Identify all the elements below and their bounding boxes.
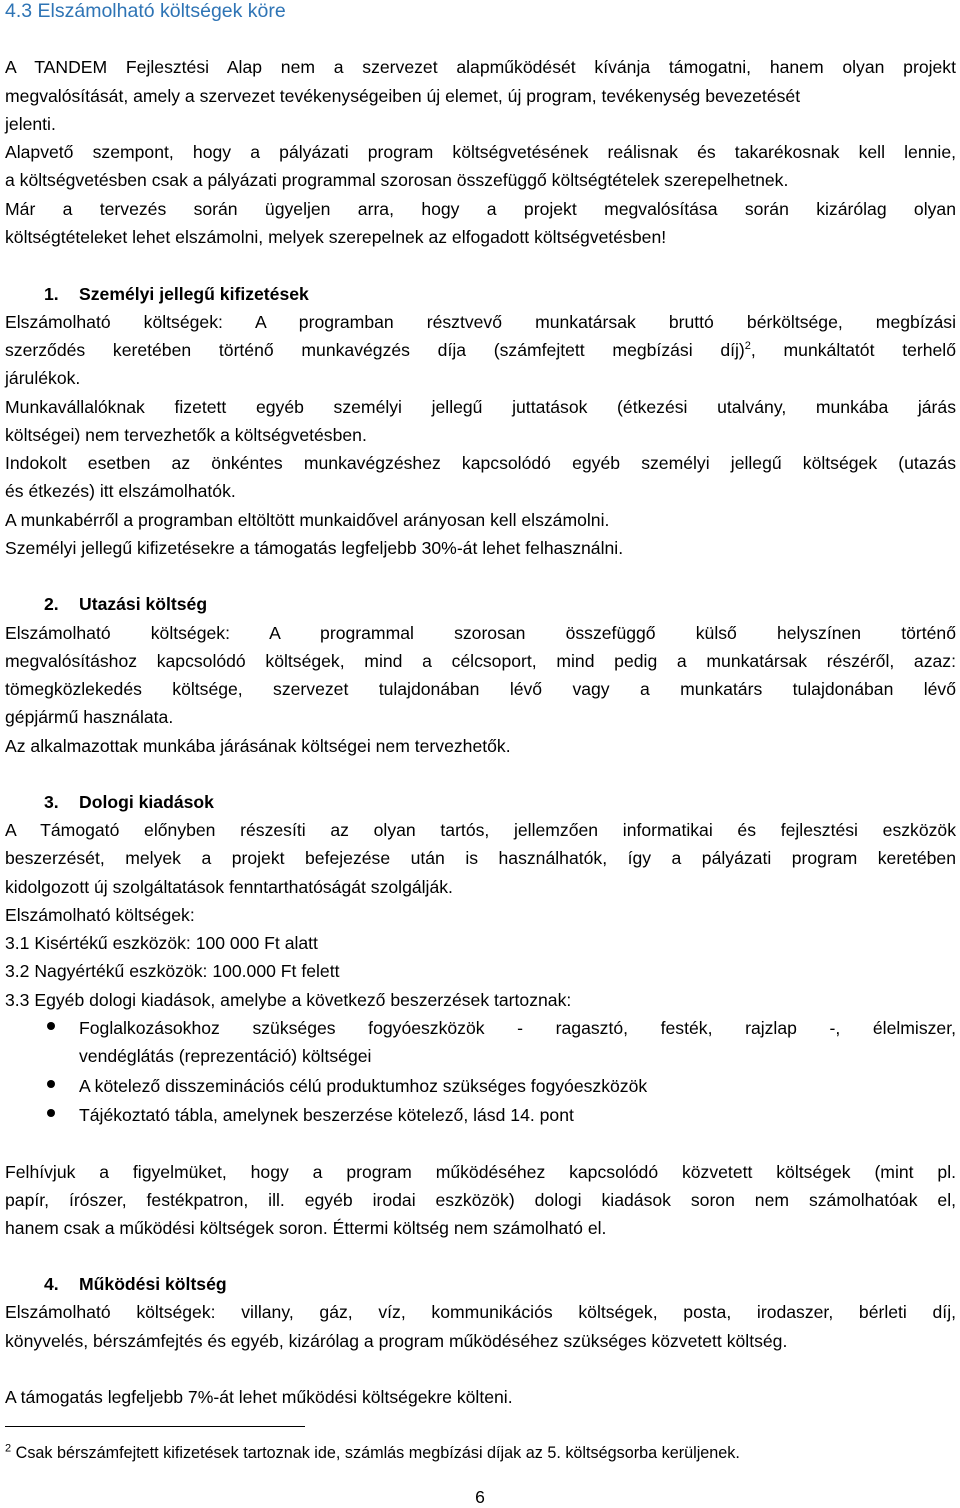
note-line: hanem csak a működési költségek soron. Éttermi költség nem számolható el. xyxy=(5,1218,607,1238)
paragraph-line: 3.3 Egyéb dologi kiadások, amelybe a következő beszerzések tartoznak: xyxy=(5,990,572,1010)
section-title-operating: Működési költség xyxy=(79,1274,227,1294)
paragraph-line: járulékok. xyxy=(5,368,81,388)
paragraph-line: Elszámolható költségek: A programban résztvevő munkatársak bruttó bérköltsége, megbízási xyxy=(5,312,956,332)
paragraph-line: Elszámolható költségek: villany, gáz, víz, kommunikációs költségek, posta, irodaszer, bérleti díj, xyxy=(5,1302,956,1322)
paragraph-line: Elszámolható költségek: xyxy=(5,905,195,925)
section-number: 4. xyxy=(44,1274,59,1294)
intro-line: A TANDEM Fejlesztési Alap nem a szervezet alapműködését kívánja támogatni, hanem olyan projekt xyxy=(5,57,956,77)
paragraph-line: gépjármű használata. xyxy=(5,707,174,727)
bullet-icon xyxy=(47,1080,55,1088)
page-number: 6 xyxy=(475,1487,485,1507)
line-text: szerződés keretében történő munkavégzés díja (számfejtett megbízási díj) xyxy=(5,340,745,360)
footnote-text: Csak bérszámfejtett kifizetések tartoznak ide, számlás megbízási díjak az 5. költségsorba kerüljenek. xyxy=(11,1444,740,1462)
paragraph-line: A támogatás legfeljebb 7%-át lehet működési költségekre költeni. xyxy=(5,1387,513,1407)
paragraph-line: beszerzését, melyek a projekt befejezése után is használhatók, így a pályázati program keretében xyxy=(5,848,956,868)
footnote-separator xyxy=(5,1426,305,1427)
paragraph-line: könyvelés, bérszámfejtés és egyéb, kizárólag a program működéséhez szükséges közvetett költség. xyxy=(5,1331,788,1351)
intro-line: megvalósítását, amely a szervezet tevékenységeiben új elemet, új program, tevékenység bevezetését xyxy=(5,86,801,106)
paragraph-line: kidolgozott új szolgáltatások fenntarthatóságát szolgálják. xyxy=(5,877,453,897)
intro-line: a költségvetésben csak a pályázati programmal szorosan összefüggő költségtételek szerepelhetnek. xyxy=(5,170,789,190)
paragraph-line: Munkavállalóknak fizetett egyéb személyi jellegű juttatások (étkezési utalvány, munkába járás xyxy=(5,397,956,417)
footnote-ref: 2 xyxy=(744,340,751,353)
section-number: 2. xyxy=(44,594,59,614)
paragraph-line: megvalósításhoz kapcsolódó költségek, mind a célcsoport, mind pedig a munkatársak részéről, azaz: xyxy=(5,651,956,671)
bullet-item: A kötelező disszeminációs célú produktumhoz szükséges fogyóeszközök xyxy=(79,1076,648,1096)
paragraph-line: költségei) nem tervezhetők a költségvetésben. xyxy=(5,425,367,445)
intro-line: jelenti. xyxy=(5,114,56,134)
footnote xyxy=(5,1442,740,1464)
paragraph-line: tömegközlekedés költsége, szervezet tulajdonában lévő vagy a munkatárs tulajdonában lévő xyxy=(5,679,956,699)
paragraph-line: 3.1 Kisértékű eszközök: 100 000 Ft alatt xyxy=(5,933,318,953)
section-number: 3. xyxy=(44,792,59,812)
paragraph-line: Elszámolható költségek: A programmal szorosan összefüggő külső helyszínen történő xyxy=(5,623,956,643)
paragraph-line: A Támogató előnyben részesíti az olyan tartós, jellemzően informatikai és fejlesztési eszközök xyxy=(5,820,956,840)
section-title-material: Dologi kiadások xyxy=(79,792,214,812)
bullet-item: Tájékoztató tábla, amelynek beszerzése kötelező, lásd 14. pont xyxy=(79,1105,574,1125)
intro-line: költségtételeket lehet elszámolni, melyek szerepelnek az elfogadott költségvetésben! xyxy=(5,227,667,247)
paragraph-line: Indokolt esetben az önkéntes munkavégzéshez kapcsolódó egyéb személyi jellegű költségek (utazás xyxy=(5,453,956,473)
paragraph-line: Személyi jellegű kifizetésekre a támogatás legfeljebb 30%-át lehet felhasználni. xyxy=(5,538,624,558)
bullet-icon xyxy=(47,1109,55,1117)
bullet-icon xyxy=(47,1022,55,1030)
bullet-item-continued: vendéglátás (reprezentáció) költségei xyxy=(79,1046,372,1066)
note-line: Felhívjuk a figyelmüket, hogy a program működéséhez kapcsolódó közvetett költségek (mint pl. xyxy=(5,1162,956,1182)
section-title-personal: Személyi jellegű kifizetések xyxy=(79,284,309,304)
paragraph-line: és étkezés) itt elszámolhatók. xyxy=(5,481,236,501)
section-number: 1. xyxy=(44,284,59,304)
intro-line: Alapvető szempont, hogy a pályázati program költségvetésének reálisnak és takarékosnak kell lennie, xyxy=(5,142,956,162)
paragraph-line: A munkabérről a programban eltöltött munkaidővel arányosan kell elszámolni. xyxy=(5,510,610,530)
section-title-travel: Utazási költség xyxy=(79,594,208,614)
note-line: papír, írószer, festékpatron, ill. egyéb irodai eszközök) dologi kiadások soron nem számolhatóak el, xyxy=(5,1190,956,1210)
line-tail: , munkáltatót terhelő xyxy=(750,340,956,360)
paragraph-line-with-footnote xyxy=(5,338,956,362)
intro-line: Már a tervezés során ügyeljen arra, hogy a projekt megvalósítása során kizárólag olyan xyxy=(5,199,956,219)
paragraph-line: 3.2 Nagyértékű eszközök: 100.000 Ft felett xyxy=(5,961,340,981)
bullet-item: Foglalkozásokhoz szükséges fogyóeszközök - ragasztó, festék, rajzlap -, élelmiszer, xyxy=(79,1018,956,1038)
footnote-mark: 2 xyxy=(5,1442,12,1455)
paragraph-line: Az alkalmazottak munkába járásának költségei nem tervezhetők. xyxy=(5,736,511,756)
section-heading: 4.3 Elszámolható költségek köre xyxy=(5,0,286,22)
